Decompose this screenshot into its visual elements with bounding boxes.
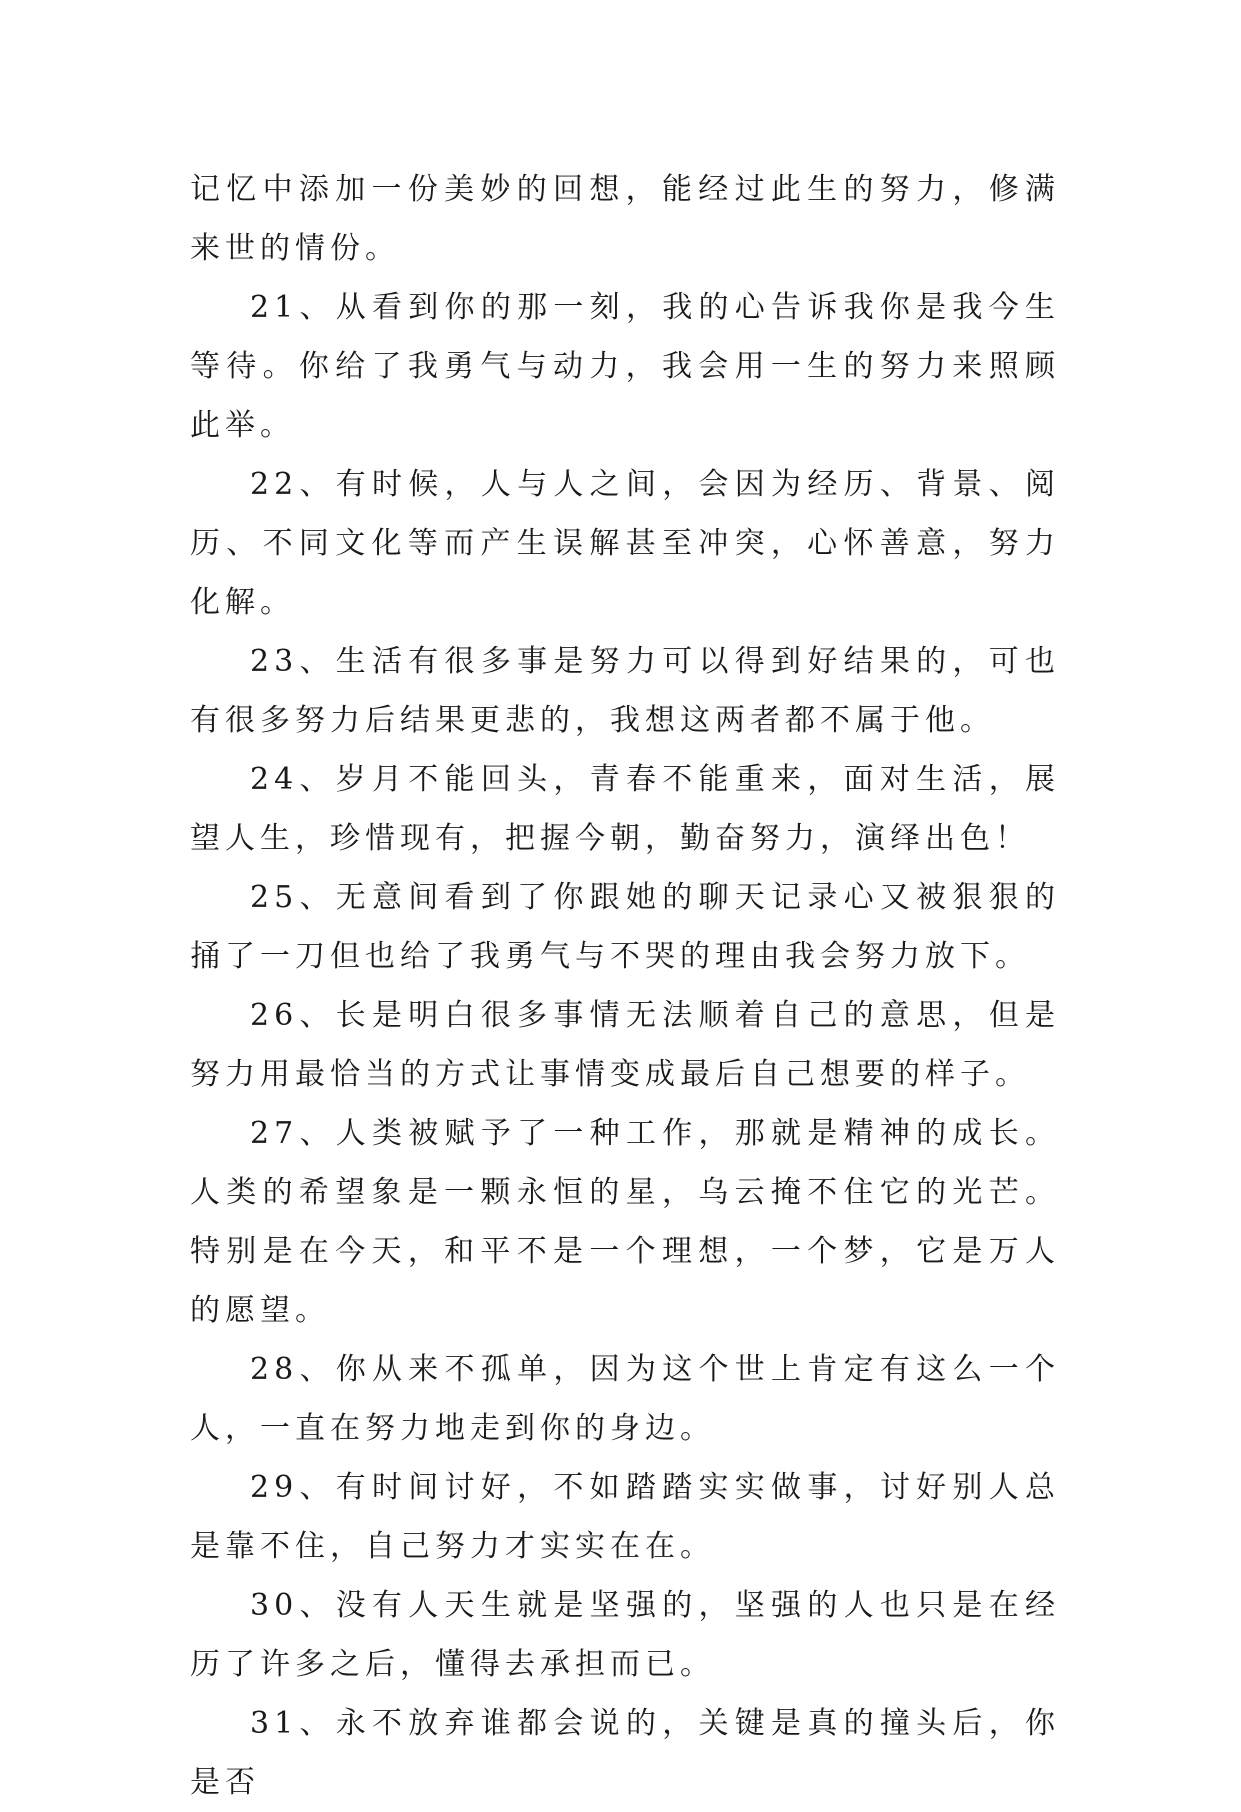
paragraph: 21、从看到你的那一刻，我的心告诉我你是我今生等待。你给了我勇气与动力，我会用一生的努力来照顾此举。: [190, 290, 1060, 443]
paragraph: 23、生活有很多事是努力可以得到好结果的，可也有很多努力后结果更悲的，我想这两者都不属于他。: [190, 644, 1060, 738]
paragraph: 25、无意间看到了你跟她的聊天记录心又被狠狠的捅了一刀但也给了我勇气与不哭的理由我会努力放下。: [190, 880, 1060, 974]
paragraph: 30、没有人天生就是坚强的，坚强的人也只是在经历了许多之后，懂得去承担而已。: [190, 1588, 1060, 1682]
paragraph: 记忆中添加一份美妙的回想，能经过此生的努力，修满来世的情份。: [190, 172, 1060, 266]
paragraph: 24、岁月不能回头，青春不能重来，面对生活，展望人生，珍惜现有，把握今朝，勤奋努力，演绎出色！: [190, 762, 1060, 856]
paragraph: 31、永不放弃谁都会说的，关键是真的撞头后，你是否: [190, 1706, 1060, 1800]
document-body: [190, 160, 1060, 1812]
paragraph: 27、人类被赋予了一种工作，那就是精神的成长。人类的希望象是一颗永恒的星，乌云掩不住它的光芒。特别是在今天，和平不是一个理想，一个梦，它是万人的愿望。: [190, 1116, 1060, 1328]
paragraph: 29、有时间讨好，不如踏踏实实做事，讨好别人总是靠不住，自己努力才实实在在。: [190, 1470, 1060, 1564]
paragraph: 26、长是明白很多事情无法顺着自己的意思，但是努力用最恰当的方式让事情变成最后自己想要的样子。: [190, 998, 1060, 1092]
paragraph: 22、有时候，人与人之间，会因为经历、背景、阅历、不同文化等而产生误解甚至冲突，心怀善意，努力化解。: [190, 467, 1060, 620]
paragraph: 28、你从来不孤单，因为这个世上肯定有这么一个人，一直在努力地走到你的身边。: [190, 1352, 1060, 1446]
